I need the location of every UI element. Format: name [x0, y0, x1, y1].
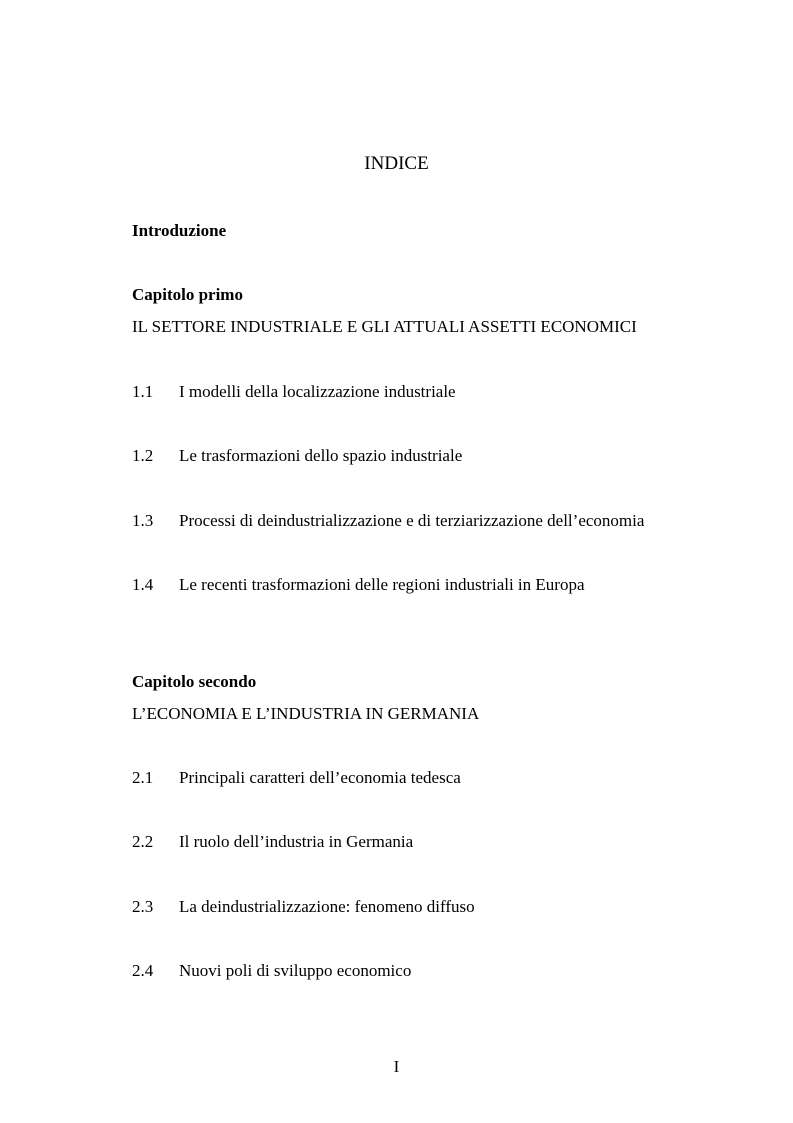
chapter-2-subtitle: L’ECONOMIA E L’INDUSTRIA IN GERMANIA	[132, 704, 480, 723]
section-title: Principali caratteri dell’economia tedesca	[179, 768, 461, 787]
page-number: I	[393, 1057, 400, 1076]
section-number: 1.1	[132, 382, 154, 401]
section-title: Nuovi poli di sviluppo economico	[179, 961, 412, 980]
section-number: 1.2	[132, 446, 154, 465]
section-title: I modelli della localizzazione industriale	[179, 382, 456, 401]
introduction-heading: Introduzione	[132, 221, 227, 240]
toc-entry-2-2	[132, 832, 413, 852]
section-number: 2.3	[132, 897, 154, 916]
section-number: 1.4	[132, 575, 154, 594]
toc-entry-2-3	[132, 897, 475, 917]
section-number: 1.3	[132, 511, 154, 530]
section-title: La deindustrializzazione: fenomeno diffuso	[179, 897, 475, 916]
section-title: Le recenti trasformazioni delle regioni industriali in Europa	[179, 575, 585, 594]
section-number: 2.1	[132, 768, 154, 787]
chapter-2-heading: Capitolo secondo	[132, 672, 257, 691]
chapter-1-heading: Capitolo primo	[132, 285, 243, 304]
toc-entry-1-3	[132, 511, 644, 531]
section-title: Processi di deindustrializzazione e di terziarizzazione dell’economia	[179, 511, 645, 530]
section-number: 2.4	[132, 961, 154, 980]
page-title: INDICE	[364, 153, 429, 174]
toc-entry-1-2	[132, 446, 462, 466]
section-number: 2.2	[132, 832, 154, 851]
toc-entry-1-4	[132, 575, 585, 595]
section-title: Il ruolo dell’industria in Germania	[179, 832, 414, 851]
section-title: Le trasformazioni dello spazio industriale	[179, 446, 463, 465]
toc-entry-2-4	[132, 961, 411, 981]
chapter-1-subtitle: IL SETTORE INDUSTRIALE E GLI ATTUALI ASSETTI ECONOMICI	[132, 317, 637, 336]
toc-entry-1-1	[132, 382, 456, 402]
toc-entry-2-1	[132, 768, 461, 788]
